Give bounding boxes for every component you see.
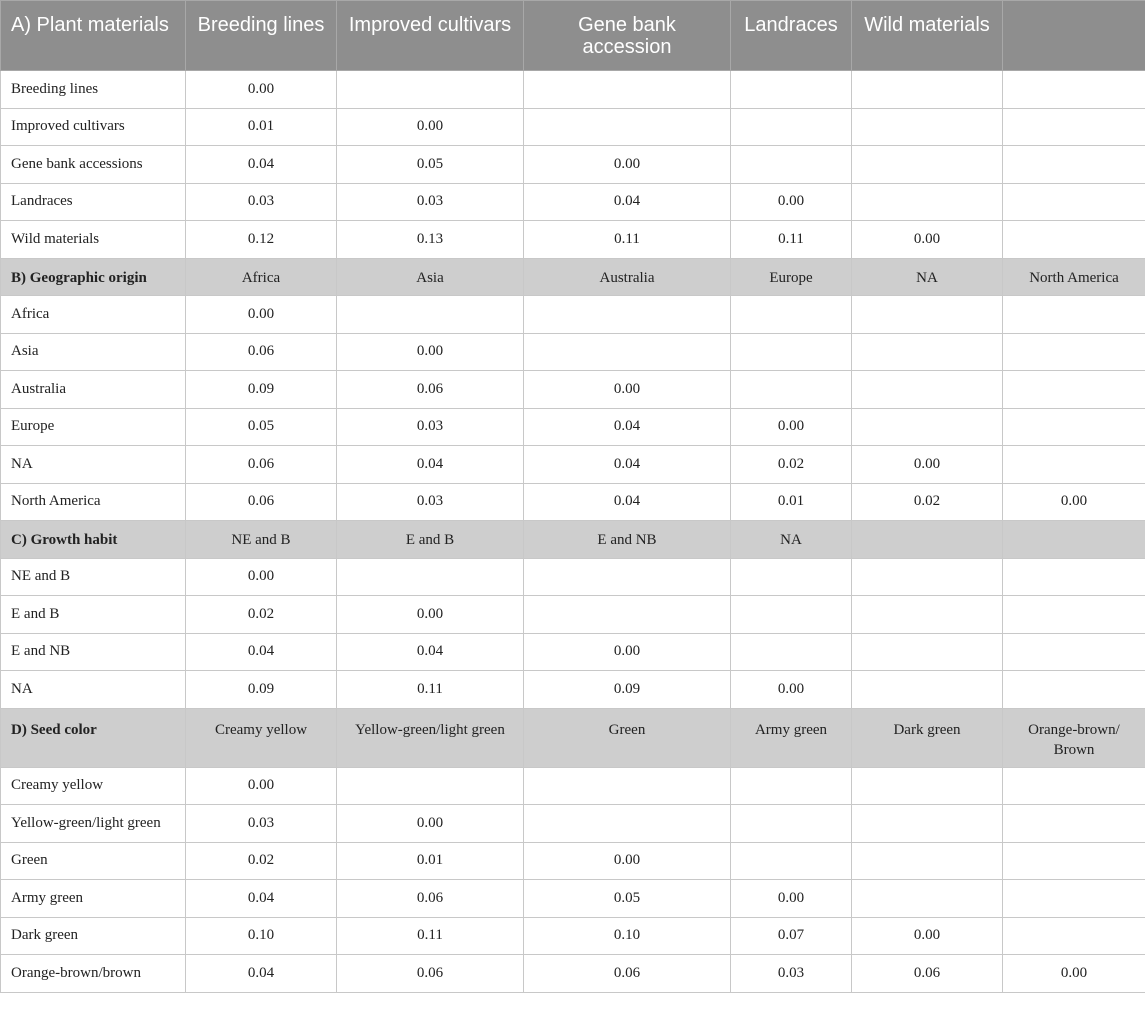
table-row: [1, 767, 1145, 805]
table-cell: Green: [524, 708, 731, 767]
section-header-row: [1, 258, 1145, 296]
table-cell: 0.06: [337, 880, 524, 918]
table-cell: 0.04: [337, 633, 524, 671]
table-row: [1, 108, 1145, 146]
column-header: Wild materials: [852, 1, 1003, 71]
table-cell: [852, 296, 1003, 334]
table-cell: E and B: [337, 521, 524, 559]
table-cell: [524, 333, 731, 371]
table-row: [1, 183, 1145, 221]
table-cell: 0.06: [337, 371, 524, 409]
table-cell: [1003, 333, 1145, 371]
table-cell: Asia: [337, 258, 524, 296]
table-cell: 0.04: [186, 880, 337, 918]
table-cell: [524, 767, 731, 805]
row-label: B) Geographic origin: [1, 258, 186, 296]
table-cell: [1003, 183, 1145, 221]
table-cell: 0.04: [524, 408, 731, 446]
table-cell: E and NB: [524, 521, 731, 559]
table-row: [1, 633, 1145, 671]
table-cell: Yellow-green/light green: [337, 708, 524, 767]
table-cell: [524, 71, 731, 109]
table-row: [1, 805, 1145, 843]
row-label: E and NB: [1, 633, 186, 671]
table-row: [1, 558, 1145, 596]
table-row: [1, 483, 1145, 521]
table-cell: [1003, 108, 1145, 146]
row-label: NA: [1, 671, 186, 709]
table-cell: 0.00: [1003, 955, 1145, 993]
table-cell: 0.11: [337, 917, 524, 955]
table-cell: 0.02: [731, 446, 852, 484]
table-cell: 0.05: [524, 880, 731, 918]
table-cell: [852, 146, 1003, 184]
table-cell: [731, 558, 852, 596]
table-cell: [852, 842, 1003, 880]
table-cell: 0.11: [337, 671, 524, 709]
table-cell: 0.06: [186, 446, 337, 484]
table-cell: [524, 805, 731, 843]
table-cell: [852, 71, 1003, 109]
table-cell: [731, 146, 852, 184]
table-row: [1, 596, 1145, 634]
table-header-row: [1, 1, 1145, 71]
row-label: Improved cultivars: [1, 108, 186, 146]
row-label: North America: [1, 483, 186, 521]
row-label: Wild materials: [1, 221, 186, 259]
table-cell: 0.04: [524, 183, 731, 221]
table-cell: Orange-brown/ Brown: [1003, 708, 1145, 767]
row-label: Breeding lines: [1, 71, 186, 109]
table-cell: [1003, 71, 1145, 109]
table-cell: 0.00: [852, 446, 1003, 484]
table-cell: 0.01: [186, 108, 337, 146]
table-cell: 0.03: [186, 805, 337, 843]
table-row: [1, 146, 1145, 184]
table-cell: 0.06: [852, 955, 1003, 993]
table-cell: NA: [731, 521, 852, 559]
table-cell: 0.11: [731, 221, 852, 259]
table-cell: 0.00: [337, 333, 524, 371]
row-label: NE and B: [1, 558, 186, 596]
table-body: [1, 1, 1145, 993]
row-label: NA: [1, 446, 186, 484]
table-cell: North America: [1003, 258, 1145, 296]
table-cell: [731, 108, 852, 146]
table-row: [1, 71, 1145, 109]
row-label: Creamy yellow: [1, 767, 186, 805]
table-cell: 0.00: [186, 558, 337, 596]
table-cell: 0.07: [731, 917, 852, 955]
column-header: Gene bank accession: [524, 1, 731, 71]
table-cell: 0.00: [1003, 483, 1145, 521]
table-cell: 0.09: [186, 671, 337, 709]
table-cell: 0.03: [337, 483, 524, 521]
table-cell: 0.06: [337, 955, 524, 993]
table-row: [1, 221, 1145, 259]
table-cell: [852, 596, 1003, 634]
table-cell: [1003, 558, 1145, 596]
row-label: E and B: [1, 596, 186, 634]
table-cell: 0.05: [337, 146, 524, 184]
table-cell: [337, 767, 524, 805]
table-cell: [1003, 880, 1145, 918]
table-cell: [1003, 521, 1145, 559]
table-cell: [731, 842, 852, 880]
column-header: Landraces: [731, 1, 852, 71]
table-cell: 0.06: [186, 333, 337, 371]
table-cell: 0.04: [337, 446, 524, 484]
column-header: Breeding lines: [186, 1, 337, 71]
table-cell: 0.00: [524, 146, 731, 184]
table-cell: 0.00: [852, 917, 1003, 955]
row-label: Yellow-green/light green: [1, 805, 186, 843]
table-cell: 0.03: [186, 183, 337, 221]
table-row: [1, 296, 1145, 334]
row-label: Gene bank accessions: [1, 146, 186, 184]
table-cell: [852, 558, 1003, 596]
table-cell: 0.05: [186, 408, 337, 446]
table-cell: 0.06: [524, 955, 731, 993]
row-label: Landraces: [1, 183, 186, 221]
table-cell: 0.00: [731, 671, 852, 709]
section-header-row: [1, 521, 1145, 559]
table-cell: [337, 71, 524, 109]
table-cell: [731, 333, 852, 371]
table-cell: Europe: [731, 258, 852, 296]
table-cell: 0.11: [524, 221, 731, 259]
table-cell: [731, 71, 852, 109]
table-cell: [731, 371, 852, 409]
table-cell: [1003, 767, 1145, 805]
table-cell: [852, 371, 1003, 409]
section-header-row: [1, 708, 1145, 767]
table-row: [1, 880, 1145, 918]
table-cell: 0.00: [852, 221, 1003, 259]
table-cell: [1003, 633, 1145, 671]
table-cell: 0.00: [731, 880, 852, 918]
row-label: Orange-brown/brown: [1, 955, 186, 993]
table-cell: 0.00: [186, 71, 337, 109]
table-row: [1, 917, 1145, 955]
table-cell: [524, 296, 731, 334]
table-cell: 0.01: [337, 842, 524, 880]
table-cell: [1003, 446, 1145, 484]
table-cell: 0.00: [731, 408, 852, 446]
row-label: Green: [1, 842, 186, 880]
table-cell: 0.00: [337, 596, 524, 634]
table-cell: 0.10: [524, 917, 731, 955]
table-cell: [731, 805, 852, 843]
table-cell: [1003, 917, 1145, 955]
row-label: Dark green: [1, 917, 186, 955]
table-cell: 0.03: [337, 183, 524, 221]
table-cell: 0.13: [337, 221, 524, 259]
column-header: [1003, 1, 1145, 71]
table-cell: Australia: [524, 258, 731, 296]
table-cell: [852, 408, 1003, 446]
table-cell: [1003, 671, 1145, 709]
table-cell: [337, 558, 524, 596]
table-cell: 0.03: [731, 955, 852, 993]
table-cell: [524, 596, 731, 634]
table-cell: [852, 633, 1003, 671]
row-label: C) Growth habit: [1, 521, 186, 559]
table-cell: 0.00: [186, 296, 337, 334]
table-cell: 0.09: [524, 671, 731, 709]
table-cell: [1003, 371, 1145, 409]
table-cell: [852, 880, 1003, 918]
table-cell: Africa: [186, 258, 337, 296]
table-cell: 0.00: [337, 805, 524, 843]
table-cell: 0.00: [337, 108, 524, 146]
table-cell: Dark green: [852, 708, 1003, 767]
table-row: [1, 333, 1145, 371]
row-label: Europe: [1, 408, 186, 446]
column-header: Improved cultivars: [337, 1, 524, 71]
table-cell: [731, 633, 852, 671]
table-cell: NE and B: [186, 521, 337, 559]
table-cell: [337, 296, 524, 334]
table-cell: [1003, 805, 1145, 843]
table-cell: 0.02: [186, 842, 337, 880]
row-label: Australia: [1, 371, 186, 409]
table-cell: [1003, 596, 1145, 634]
table-cell: 0.04: [524, 483, 731, 521]
row-label: Africa: [1, 296, 186, 334]
row-label: D) Seed color: [1, 708, 186, 767]
table-cell: 0.12: [186, 221, 337, 259]
table-cell: [1003, 408, 1145, 446]
table-row: [1, 446, 1145, 484]
table-cell: 0.00: [524, 633, 731, 671]
table-cell: 0.04: [186, 146, 337, 184]
table-cell: [1003, 296, 1145, 334]
table-cell: 0.04: [524, 446, 731, 484]
table-cell: [731, 596, 852, 634]
table-cell: [524, 558, 731, 596]
table-cell: 0.04: [186, 633, 337, 671]
table-row: [1, 842, 1145, 880]
table-cell: [852, 333, 1003, 371]
table-row: [1, 671, 1145, 709]
table-row: [1, 408, 1145, 446]
table-cell: 0.00: [186, 767, 337, 805]
table-cell: 0.00: [731, 183, 852, 221]
table-cell: 0.00: [524, 371, 731, 409]
table-cell: 0.02: [186, 596, 337, 634]
table-cell: [852, 108, 1003, 146]
table-cell: 0.02: [852, 483, 1003, 521]
table-cell: [524, 108, 731, 146]
table-row: [1, 955, 1145, 993]
table-cell: 0.09: [186, 371, 337, 409]
table-cell: 0.10: [186, 917, 337, 955]
column-header: A) Plant materials: [1, 1, 186, 71]
table-cell: 0.01: [731, 483, 852, 521]
table-cell: [852, 805, 1003, 843]
table-cell: Creamy yellow: [186, 708, 337, 767]
table-cell: [852, 671, 1003, 709]
table-cell: [852, 183, 1003, 221]
table-cell: NA: [852, 258, 1003, 296]
table-cell: [731, 767, 852, 805]
table-cell: 0.03: [337, 408, 524, 446]
table-cell: [1003, 146, 1145, 184]
table-cell: 0.06: [186, 483, 337, 521]
table-cell: [852, 521, 1003, 559]
table-row: [1, 371, 1145, 409]
table-cell: 0.04: [186, 955, 337, 993]
row-label: Army green: [1, 880, 186, 918]
table-cell: [731, 296, 852, 334]
table-cell: 0.00: [524, 842, 731, 880]
row-label: Asia: [1, 333, 186, 371]
table-cell: [852, 767, 1003, 805]
table-cell: [1003, 842, 1145, 880]
table-cell: Army green: [731, 708, 852, 767]
table-cell: [1003, 221, 1145, 259]
